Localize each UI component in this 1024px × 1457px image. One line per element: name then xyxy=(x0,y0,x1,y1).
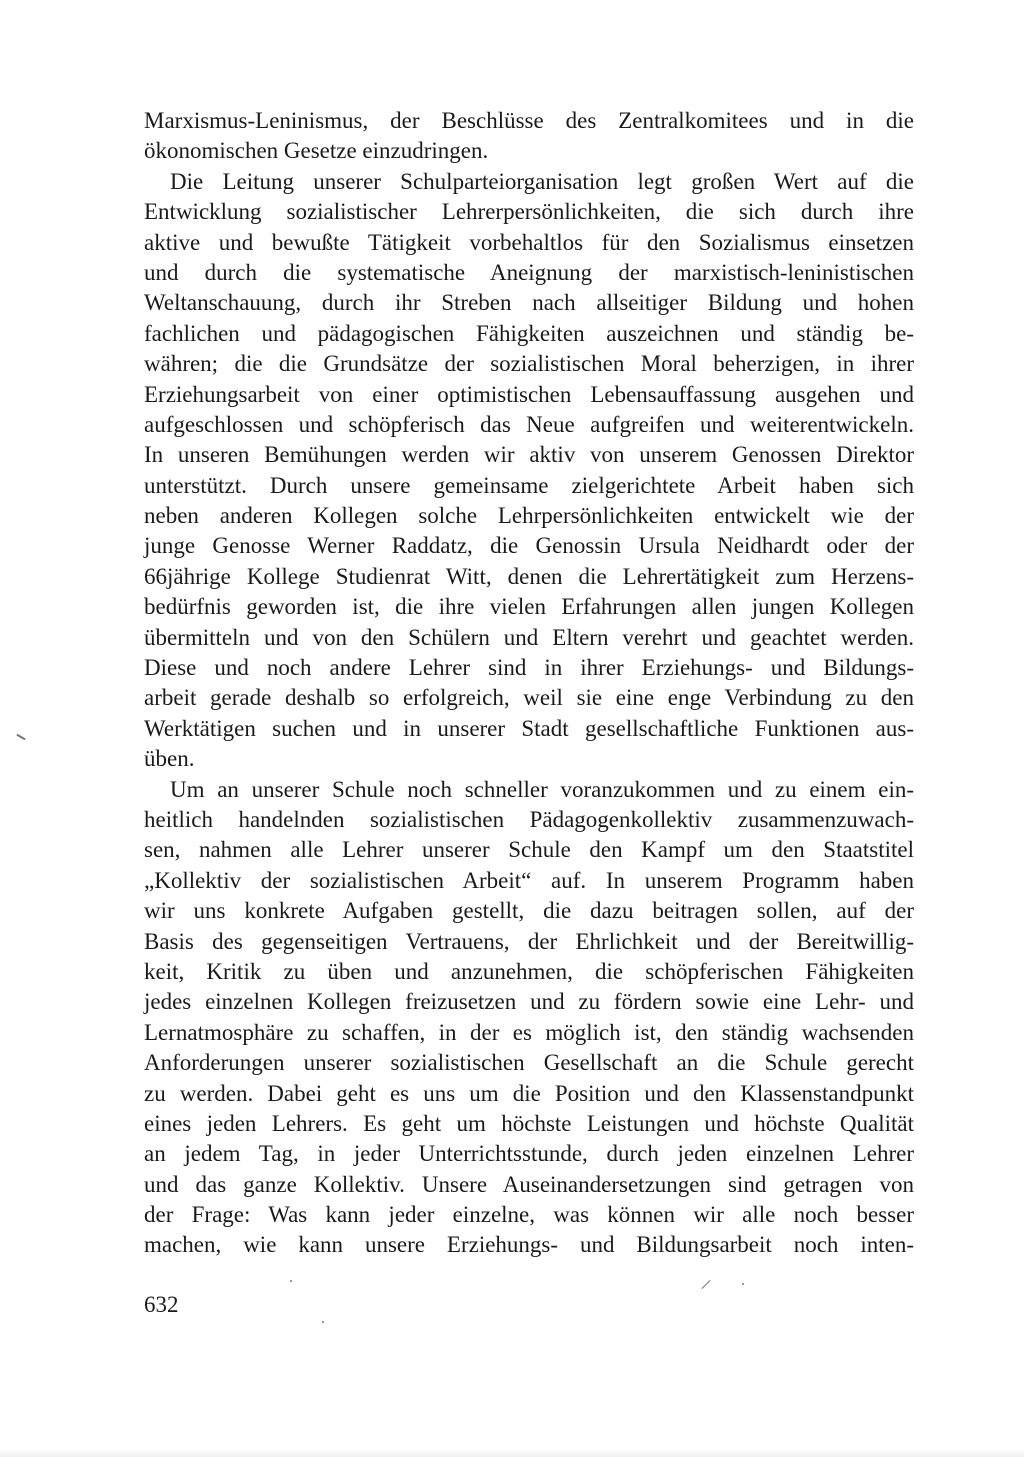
text-line: übermitteln und von den Schülern und Eltern verehrt und geachtet werden. xyxy=(144,624,914,650)
text-line: sen, nahmen alle Lehrer unserer Schule den Kampf um den Staatstitel xyxy=(144,837,914,863)
text-line: aktive und bewußte Tätigkeit vorbehaltlos für den Sozialismus einsetzen xyxy=(144,229,914,255)
text-line: machen, wie kann unsere Erziehungs- und Bildungsarbeit noch inten- xyxy=(144,1232,914,1258)
text-line: wir uns konkrete Aufgaben gestellt, die dazu beitragen sollen, auf der xyxy=(144,898,914,924)
page-number: 632 xyxy=(144,1292,179,1317)
scan-speck xyxy=(742,1283,744,1285)
text-line: Anforderungen unserer sozialistischen Gesellschaft an die Schule gerecht xyxy=(144,1050,914,1076)
text-line: heitlich handelnden sozialistischen Pädagogenkollektiv zusammenzuwach- xyxy=(144,806,914,832)
text-line: aufgeschlossen und schöpferisch das Neue aufgreifen und weiterentwickeln. xyxy=(144,411,914,437)
text-line: Diese und noch andere Lehrer sind in ihrer Erziehungs- und Bildungs- xyxy=(144,655,914,681)
scan-edge-shadow xyxy=(0,1449,1024,1457)
text-line: währen; die die Grundsätze der sozialistischen Moral beherzigen, in ihrer xyxy=(144,351,914,377)
text-line: fachlichen und pädagogischen Fähigkeiten auszeichnen und ständig be- xyxy=(144,320,914,346)
text-line: Entwicklung sozialistischer Lehrerpersönlichkeiten, die sich durch ihre xyxy=(144,199,914,225)
text-line: In unseren Bemühungen werden wir aktiv von unserem Genossen Direktor xyxy=(144,442,914,468)
text-line: arbeit gerade deshalb so erfolgreich, weil sie eine enge Verbindung zu den xyxy=(144,685,914,711)
text-line: üben. xyxy=(144,746,195,772)
text-line: eines jeden Lehrers. Es geht um höchste Leistungen und höchste Qualität xyxy=(144,1110,914,1136)
text-line: junge Genosse Werner Raddatz, die Genossin Ursula Neidhardt oder der xyxy=(144,533,914,559)
text-line: Marxismus-Leninismus, der Beschlüsse des Zentralkomitees und in die xyxy=(144,108,914,133)
scan-speck xyxy=(290,1280,292,1282)
text-line: ökonomischen Gesetze einzudringen. xyxy=(144,138,489,164)
body-text xyxy=(144,106,914,1261)
text-line: und durch die systematische Aneignung der marxistisch-leninistischen xyxy=(144,259,914,285)
text-line: „Kollektiv der sozialistischen Arbeit“ auf. In unserem Programm haben xyxy=(144,867,914,893)
text-line: Lernatmosphäre zu schaffen, in der es möglich ist, den ständig wachsenden xyxy=(144,1019,914,1045)
text-line: jedes einzelnen Kollegen freizusetzen und zu fördern sowie eine Lehr- und xyxy=(144,989,914,1015)
text-line: bedürfnis geworden ist, die ihre vielen Erfahrungen allen jungen Kollegen xyxy=(144,594,914,620)
text-line: neben anderen Kollegen solche Lehrpersönlichkeiten entwickelt wie der xyxy=(144,503,914,529)
text-line: Die Leitung unserer Schulparteiorganisation legt großen Wert auf die xyxy=(170,168,914,194)
text-line: Um an unserer Schule noch schneller voranzukommen und zu einem ein- xyxy=(170,776,914,802)
text-line: zu werden. Dabei geht es uns um die Position und den Klassenstandpunkt xyxy=(144,1080,914,1106)
text-line: 66jährige Kollege Studienrat Witt, denen die Lehrertätigkeit zum Herzens- xyxy=(144,563,914,589)
text-line: unterstützt. Durch unsere gemeinsame zielgerichtete Arbeit haben sich xyxy=(144,472,914,498)
scan-speck xyxy=(16,734,26,741)
text-line: keit, Kritik zu üben und anzunehmen, die schöpferischen Fähigkeiten xyxy=(144,958,914,984)
text-line: der Frage: Was kann jeder einzelne, was können wir alle noch besser xyxy=(144,1202,914,1228)
text-line: Werktätigen suchen und in unserer Stadt gesellschaftliche Funktionen aus- xyxy=(144,715,914,741)
text-line: Weltanschauung, durch ihr Streben nach allseitiger Bildung und hohen xyxy=(144,290,914,316)
text-line: und das ganze Kollektiv. Unsere Auseinandersetzungen sind getragen von xyxy=(144,1171,914,1197)
scan-speck xyxy=(322,1321,324,1323)
text-line: Basis des gegenseitigen Vertrauens, der Ehrlichkeit und der Bereitwillig- xyxy=(144,928,914,954)
text-line: Erziehungsarbeit von einer optimistischen Lebensauffassung ausgehen und xyxy=(144,381,914,407)
scan-speck xyxy=(701,1280,710,1289)
text-line: an jedem Tag, in jeder Unterrichtsstunde, durch jeden einzelnen Lehrer xyxy=(144,1141,914,1167)
